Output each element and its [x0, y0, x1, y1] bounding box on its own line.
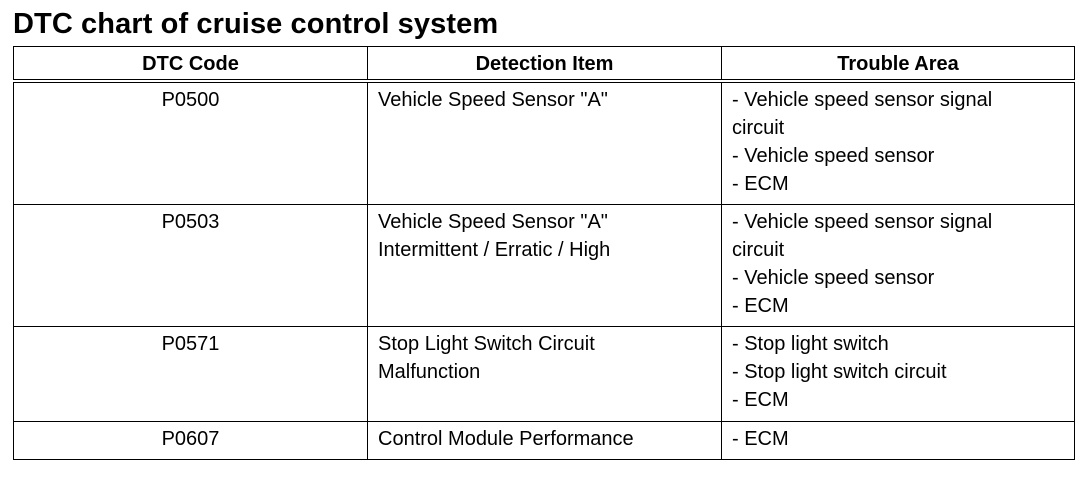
page-title: DTC chart of cruise control system — [13, 8, 499, 40]
header-trouble-area: Trouble Area — [722, 47, 1075, 81]
detection-item-line: Malfunction — [378, 360, 481, 383]
table-header-row — [14, 47, 1075, 81]
trouble-area-line: - Vehicle speed sensor signal — [732, 210, 993, 233]
trouble-area-line: circuit — [732, 116, 785, 139]
detection-item-cell — [368, 421, 722, 459]
detection-item-cell — [368, 81, 722, 205]
table-row — [14, 421, 1075, 459]
table-row — [14, 81, 1075, 205]
trouble-area-line: circuit — [732, 238, 785, 261]
detection-item-line: Vehicle Speed Sensor "A" — [378, 210, 608, 233]
trouble-area-cell — [722, 81, 1075, 205]
table-row — [14, 326, 1075, 421]
trouble-area-line: - Vehicle speed sensor signal — [732, 88, 993, 111]
detection-item-line: Intermittent / Erratic / High — [378, 238, 611, 261]
header-dtc-code: DTC Code — [14, 47, 368, 81]
trouble-area-line: - ECM — [732, 172, 789, 195]
trouble-area-line: - Vehicle speed sensor — [732, 144, 935, 167]
dtc-code-cell: P0500 — [14, 81, 368, 205]
trouble-area-cell — [722, 204, 1075, 326]
trouble-area-cell — [722, 421, 1075, 459]
trouble-area-line: - Stop light switch — [732, 332, 889, 355]
trouble-area-line: - Vehicle speed sensor — [732, 266, 935, 289]
detection-item-line: Control Module Performance — [378, 427, 634, 450]
dtc-code-cell: P0503 — [14, 204, 368, 326]
header-detection-item: Detection Item — [368, 47, 722, 81]
dtc-table — [13, 46, 1075, 460]
dtc-code-cell: P0571 — [14, 326, 368, 421]
dtc-code-cell: P0607 — [14, 421, 368, 459]
trouble-area-cell — [722, 326, 1075, 421]
trouble-area-line: - ECM — [732, 294, 789, 317]
trouble-area-line: - ECM — [732, 427, 789, 450]
detection-item-cell — [368, 204, 722, 326]
detection-item-line: Stop Light Switch Circuit — [378, 332, 595, 355]
detection-item-line: Vehicle Speed Sensor "A" — [378, 88, 608, 111]
trouble-area-line: - Stop light switch circuit — [732, 360, 947, 383]
detection-item-cell — [368, 326, 722, 421]
trouble-area-line: - ECM — [732, 388, 789, 411]
table-row — [14, 204, 1075, 326]
